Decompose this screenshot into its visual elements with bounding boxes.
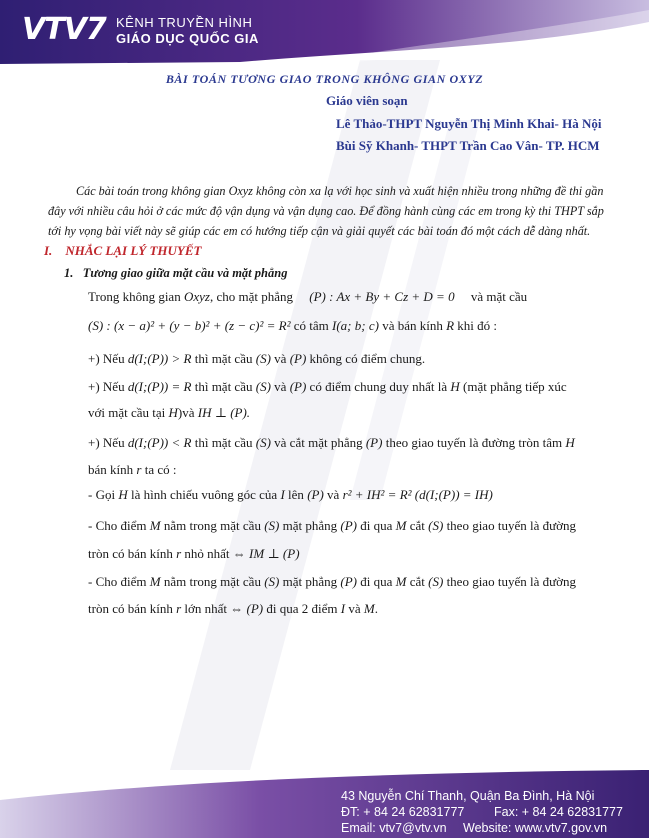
- content-line-3: +) Nếu d(I;(P)) > R thì mặt cầu (S) và (P) không có điểm chung.: [88, 351, 426, 366]
- author-1: Lê Thảo-THPT Nguyễn Thị Minh Khai- Hà Nội: [336, 116, 602, 131]
- content-line-7: bán kính r ta có :: [88, 462, 177, 477]
- subsection-heading: [64, 266, 287, 281]
- intro-line-3: tới hy vọng bài viết này sẽ giúp các em có hướng tiếp cận và giải quyết các bài toán đó một cách dễ dàng nhất.: [48, 224, 591, 238]
- document-title: BÀI TOÁN TƯƠNG GIAO TRONG KHÔNG GIAN OXYZ: [165, 72, 484, 86]
- header-banner: [0, 0, 649, 64]
- vtv7-logo: VTV7: [22, 12, 106, 47]
- content-line-1: Trong không gian Oxyz, cho mặt phẳng (P) : Ax + By + Cz + D = 0 và mặt cầu: [88, 289, 528, 304]
- plane-equation: (P) : Ax + By + Cz + D = 0: [309, 289, 455, 304]
- intro-line-1: Các bài toán trong không gian Oxyz không còn xa lạ với học sinh và xuất hiện nhiều trong những đề thi gần: [76, 184, 604, 198]
- footer-email[interactable]: Email: vtv7@vtv.vn: [341, 821, 447, 835]
- footer-website[interactable]: Website: www.vtv7.gov.vn: [463, 821, 608, 835]
- section-number: I.: [44, 243, 53, 258]
- section-heading: [44, 243, 201, 259]
- brand-line-1: KÊNH TRUYỀN HÌNH: [116, 15, 253, 30]
- subsection-number: 1.: [64, 266, 74, 280]
- content-line-5: với mặt cầu tại H)và IH ⊥ (P).: [88, 405, 251, 420]
- brand-line-2: GIÁO DỤC QUỐC GIA: [116, 31, 259, 46]
- footer-banner: [0, 770, 649, 838]
- footer-fax: Fax: + 84 24 62831777: [494, 805, 623, 819]
- content-line-6: +) Nếu d(I;(P)) < R thì mặt cầu (S) và cắt mặt phẳng (P) theo giao tuyến là đường tròn tâm H: [88, 435, 575, 450]
- footer-address: 43 Nguyễn Chí Thanh, Quận Ba Đình, Hà Nội: [341, 789, 595, 803]
- content-line-10: tròn có bán kính r nhỏ nhất ⇔ IM ⊥ (P): [88, 546, 300, 561]
- content-line-4: +) Nếu d(I;(P)) = R thì mặt cầu (S) và (P) có điểm chung duy nhất là H (mặt phẳng tiếp xúc: [88, 379, 567, 394]
- author-2: Bùi Sỹ Khanh- THPT Trần Cao Vân- TP. HCM: [336, 138, 600, 153]
- intro-line-2: đây với nhiều câu hỏi ở các mức độ vận dụng và vận dụng cao. Để đồng hành cùng các em trong kỳ thi THPT sắp: [48, 204, 604, 218]
- author-label: Giáo viên soạn: [326, 93, 408, 108]
- sphere-equation: (S) : (x − a)² + (y − b)² + (z − c)² = R²: [88, 318, 291, 333]
- content-line-8: - Gọi H là hình chiếu vuông góc của I lên (P) và r² + IH² = R² (d(I;(P)) = IH): [88, 487, 493, 502]
- content-line-12: tròn có bán kính r lớn nhất ⇔ (P) đi qua 2 điểm I và M.: [88, 601, 378, 616]
- section-title: NHẮC LẠI LÝ THUYẾT: [65, 243, 202, 258]
- content-line-11: - Cho điểm M nằm trong mặt cầu (S) mặt phẳng (P) đi qua M cắt (S) theo giao tuyến là đường: [88, 574, 577, 589]
- subsection-title: Tương giao giữa mặt cầu và mặt phẳng: [82, 266, 288, 280]
- footer-phone: ĐT: + 84 24 62831777: [341, 805, 465, 819]
- content-line-2: (S) : (x − a)² + (y − b)² + (z − c)² = R² có tâm I(a; b; c) và bán kính R khi đó :: [88, 318, 498, 333]
- content-line-9: - Cho điểm M nằm trong mặt cầu (S) mặt phẳng (P) đi qua M cắt (S) theo giao tuyến là đường: [88, 518, 577, 533]
